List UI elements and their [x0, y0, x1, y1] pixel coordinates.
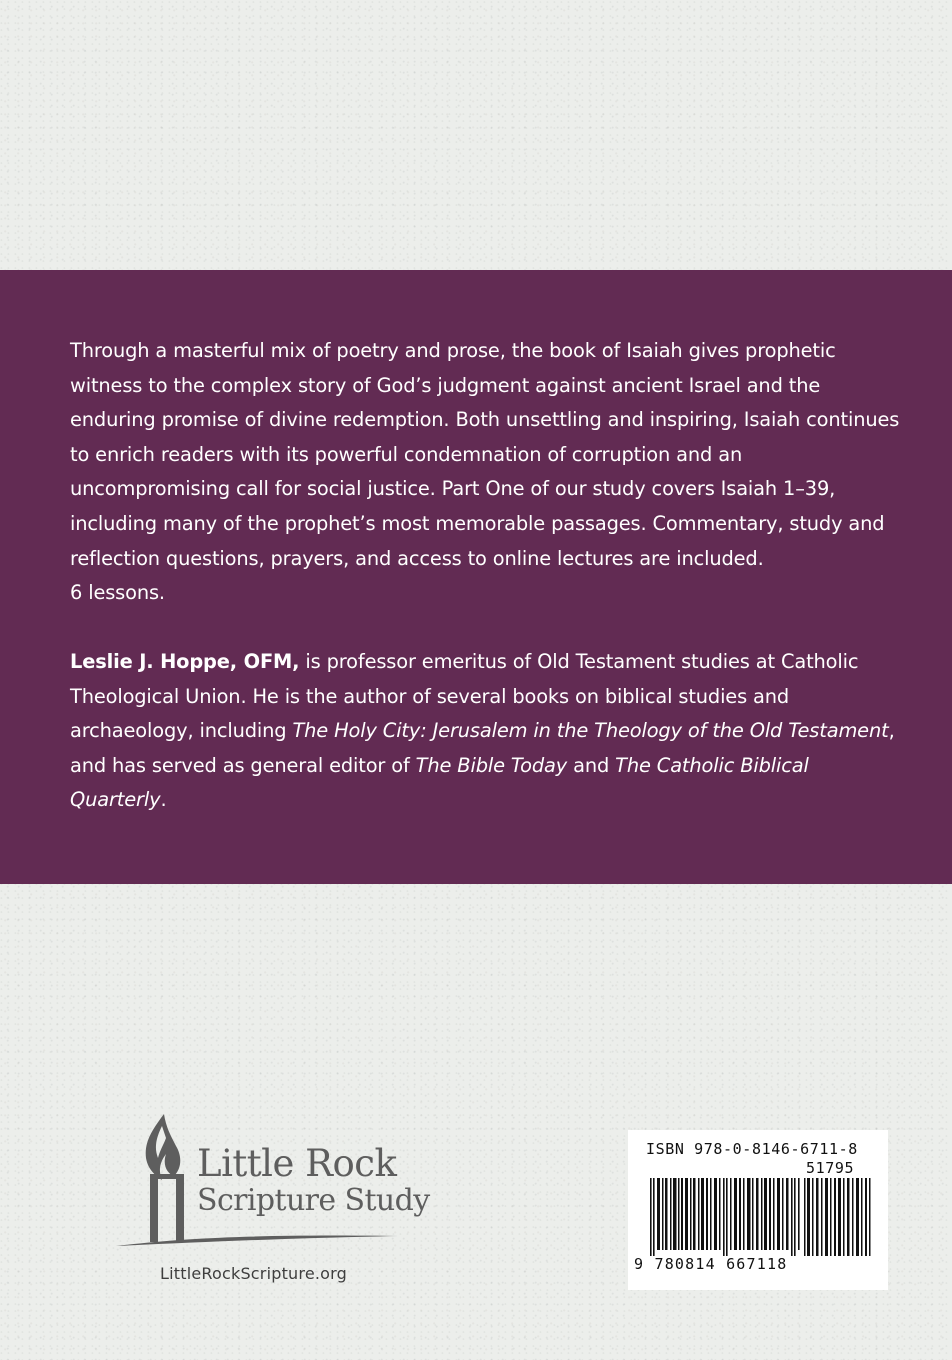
isbn-barcode-label [628, 1130, 888, 1290]
lessons-count: 6 lessons. [70, 581, 165, 605]
journal-title-1: The Bible Today [415, 753, 568, 777]
publisher-logo-line2: Scripture Study [197, 1183, 430, 1218]
ean-barcode-bars [650, 1178, 800, 1256]
description-band [0, 270, 952, 884]
book-title: The Holy City: Jerusalem in the Theology of the Old Testament [292, 719, 889, 743]
price-code-text: 51795 [806, 1159, 855, 1177]
journal-title-2: The Catholic Biblical Quarterly [70, 753, 809, 812]
author-bio [70, 645, 900, 818]
publisher-website: LittleRockScripture.org [160, 1264, 347, 1283]
bio-text-1: is professor emeritus of Old Testament studies at Catholic Theological Union. He is the author of several books on biblical studies and archaeology, including [70, 650, 859, 743]
ean-number-text: 9 780814 667118 [634, 1255, 788, 1273]
bio-text-3: and [567, 753, 616, 777]
bio-text-4: . [160, 788, 167, 812]
author-name: Leslie J. Hoppe, OFM, [70, 650, 300, 673]
description-text: Through a masterful mix of poetry and prose, the book of Isaiah gives prophetic witness to the complex story of God’s judgment against ancient Israel and the enduring promise of divine redemption. Both unsettling and inspiring, Isaiah continues to enrich readers with its powerful condemnation of corruption and an uncompromising call for social justice. Part One of our study covers Isaiah 1–39, including many of the prophet’s most memorable passages. Commentary, study and reflection questions, prayers, and access to online lectures are included. [70, 339, 900, 570]
bio-text-2: , and has served as general editor of [70, 719, 895, 777]
publisher-logo-line1: Little Rock [197, 1142, 397, 1185]
isbn-text: ISBN 978-0-8146-6711-8 [646, 1140, 858, 1158]
book-description [70, 334, 900, 611]
price-addon-bars [804, 1178, 872, 1256]
